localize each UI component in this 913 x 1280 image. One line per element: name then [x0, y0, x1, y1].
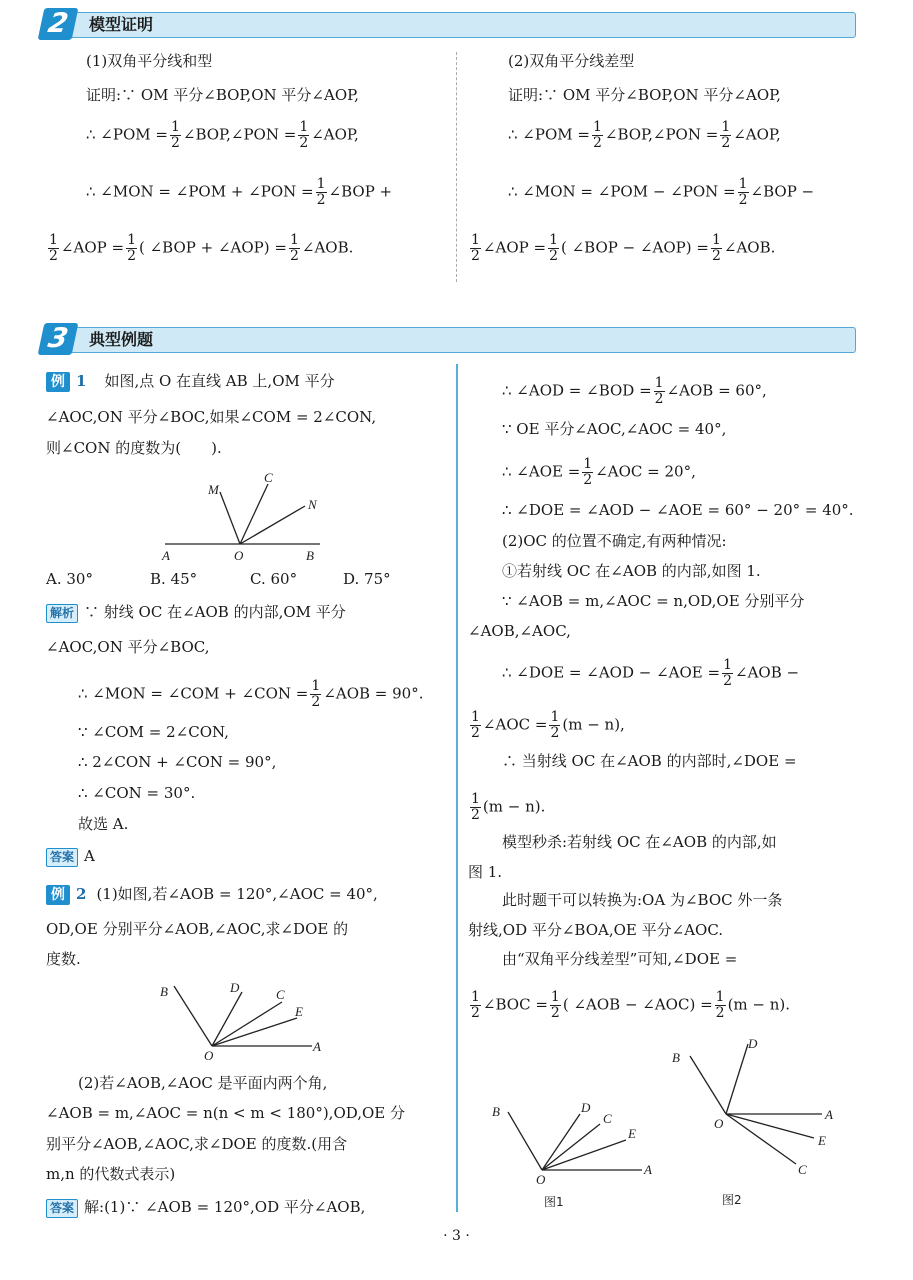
example-2-line: ∠AOB = m,∠AOC = n(n < m < 180°),OD,OE 分 [46, 1104, 406, 1122]
point-label-E: E [295, 1004, 303, 1019]
column-divider-dashed [456, 52, 457, 282]
point-label-E: E [818, 1133, 826, 1148]
example-1-figure [150, 466, 340, 566]
example-number: 2 [76, 885, 87, 903]
answer-tag: 答案 [46, 1199, 78, 1218]
point-label-C: C [276, 987, 285, 1002]
point-label-N: N [308, 497, 317, 512]
point-label-B: B [492, 1104, 500, 1119]
section-header-model-proof [44, 8, 856, 39]
analysis-line: ∵ ∠COM = 2∠CON, [78, 723, 229, 741]
section-number-badge: 3 [38, 323, 79, 355]
point-label-A: A [313, 1039, 321, 1054]
proof-line: ∴ ∠POM = $\frac{1}{2}$ ∠BOP,∠PON = $\frac{1}{2}$ ∠AOP, [508, 119, 781, 151]
proof-line: 证明:∵ OM 平分∠BOP,ON 平分∠AOP, [508, 86, 781, 104]
example-1-line: 则∠CON 的度数为( ). [46, 439, 222, 457]
analysis-line: ∴ ∠MON = ∠COM + ∠CON = $\frac{1}{2}$ ∠AOB = 90°. [78, 678, 424, 710]
point-label-M: M [208, 482, 219, 497]
point-label-O: O [234, 548, 244, 563]
solution-line: ∵ ∠AOB = m,∠AOC = n,OD,OE 分别平分 [502, 592, 805, 610]
example-2-line: 别平分∠AOB,∠AOC,求∠DOE 的度数.(用含 [46, 1135, 348, 1153]
figure-2-caption: 图2 [722, 1193, 742, 1207]
point-label-B: B [306, 548, 314, 563]
analysis-line: 故选 A. [78, 815, 129, 833]
solution-line: 此时题干可以转换为:OA 为∠BOC 外一条 [502, 891, 783, 909]
section-title: 模型证明 [89, 15, 154, 34]
solution-line: ∠AOB,∠AOC, [468, 622, 571, 640]
solution-line: ∴ ∠AOD = ∠BOD = $\frac{1}{2}$ ∠AOB = 60°, [502, 375, 767, 407]
proof-line: $\frac{1}{2}$ ∠AOP = $\frac{1}{2}$ ( ∠BOP − ∠AOP) = $\frac{1}{2}$ ∠AOB. [471, 232, 776, 264]
point-label-D: D [581, 1100, 591, 1115]
proof-title: (1)双角平分线和型 [86, 52, 213, 70]
point-label-O: O [536, 1172, 546, 1187]
figure-1-caption: 图1 [544, 1195, 564, 1209]
analysis-line: ∴ 2∠CON + ∠CON = 90°, [78, 753, 277, 771]
choice-c: C. 60° [250, 570, 298, 588]
analysis-line: 解析 ∵ 射线 OC 在∠AOB 的内部,OM 平分 [46, 601, 346, 623]
figure-1 [484, 1094, 664, 1212]
point-label-O: O [204, 1048, 214, 1063]
proof-line: ∴ ∠MON = ∠POM − ∠PON = $\frac{1}{2}$ ∠BOP − [508, 176, 815, 208]
example-2-line: 度数. [46, 950, 81, 968]
example-2-line: OD,OE 分别平分∠AOB,∠AOC,求∠DOE 的 [46, 920, 349, 938]
point-label-C: C [603, 1111, 612, 1126]
point-label-C: C [264, 470, 273, 485]
page-number: · 3 · [443, 1228, 470, 1244]
proof-line: $\frac{1}{2}$ ∠AOP = $\frac{1}{2}$ ( ∠BOP + ∠AOP) = $\frac{1}{2}$ ∠AOB. [49, 232, 354, 264]
solution-line: $\frac{1}{2}$ ∠AOC = $\frac{1}{2}$ (m − n), [471, 709, 625, 741]
answer-2: 答案 解:(1)∵ ∠AOB = 120°,OD 平分∠AOB, [46, 1196, 365, 1218]
answer-tag: 答案 [46, 848, 78, 867]
section-header-examples [44, 323, 856, 354]
example-2-line: (2)若∠AOB,∠AOC 是平面内两个角, [78, 1074, 328, 1092]
point-label-C: C [798, 1162, 807, 1177]
section-number-badge: 2 [38, 8, 79, 40]
analysis-line: ∠AOC,ON 平分∠BOC, [46, 638, 210, 656]
proof-line: 证明:∵ OM 平分∠BOP,ON 平分∠AOP, [86, 86, 359, 104]
figure-2 [664, 1034, 844, 1210]
solution-line: ∴ ∠DOE = ∠AOD − ∠AOE = $\frac{1}{2}$ ∠AOB − [502, 657, 800, 689]
example-2-line: m,n 的代数式表示) [46, 1165, 176, 1183]
example-2-line: 例 2 (1)如图,若∠AOB = 120°,∠AOC = 40°, [46, 883, 378, 905]
choice-b: B. 45° [150, 570, 198, 588]
choice-d: D. 75° [343, 570, 391, 588]
point-label-A: A [162, 548, 170, 563]
answer-1: 答案 A [46, 845, 95, 867]
proof-line: ∴ ∠POM = $\frac{1}{2}$ ∠BOP,∠PON = $\frac{1}{2}$ ∠AOP, [86, 119, 359, 151]
point-label-A: A [825, 1107, 833, 1122]
point-label-B: B [160, 984, 168, 999]
point-label-E: E [628, 1126, 636, 1141]
solution-line: ∴ ∠AOE = $\frac{1}{2}$ ∠AOC = 20°, [502, 456, 696, 488]
example-badge: 例 [46, 372, 70, 392]
column-divider [456, 364, 458, 1212]
point-label-O: O [714, 1116, 724, 1131]
point-label-D: D [748, 1036, 758, 1051]
solution-line: ∴ ∠DOE = ∠AOD − ∠AOE = 60° − 20° = 40°. [502, 501, 854, 519]
choice-a: A. 30° [46, 570, 93, 588]
section-title: 典型例题 [89, 330, 154, 349]
analysis-tag: 解析 [46, 604, 78, 623]
solution-line: $\frac{1}{2}$ (m − n). [471, 791, 546, 823]
example-number: 1 [76, 372, 87, 390]
solution-line: $\frac{1}{2}$ ∠BOC = $\frac{1}{2}$ ( ∠AOB − ∠AOC) = $\frac{1}{2}$ (m − n). [471, 989, 791, 1021]
solution-line: (2)OC 的位置不确定,有两种情况: [502, 532, 727, 550]
example-1-line: ∠AOC,ON 平分∠BOC,如果∠COM = 2∠CON, [46, 408, 377, 426]
solution-line: ①若射线 OC 在∠AOB 的内部,如图 1. [502, 562, 761, 580]
analysis-line: ∴ ∠CON = 30°. [78, 784, 196, 802]
solution-line: ∴ 当射线 OC 在∠AOB 的内部时,∠DOE = [502, 752, 797, 770]
example-badge: 例 [46, 885, 70, 905]
solution-line: ∵ OE 平分∠AOC,∠AOC = 40°, [502, 420, 727, 438]
example-1-line: 例 1 如图,点 O 在直线 AB 上,OM 平分 [46, 370, 335, 392]
solution-line: 由“双角平分线差型”可知,∠DOE = [502, 950, 738, 968]
point-label-B: B [672, 1050, 680, 1065]
point-label-A: A [644, 1162, 652, 1177]
point-label-D: D [230, 980, 240, 995]
solution-line: 射线,OD 平分∠BOA,OE 平分∠AOC. [468, 921, 724, 939]
solution-line: 模型秒杀:若射线 OC 在∠AOB 的内部,如 [502, 833, 777, 851]
proof-title: (2)双角平分线差型 [508, 52, 635, 70]
example-2-figure [152, 974, 342, 1066]
solution-line: 图 1. [468, 863, 503, 881]
proof-line: ∴ ∠MON = ∠POM + ∠PON = $\frac{1}{2}$ ∠BOP + [86, 176, 393, 208]
